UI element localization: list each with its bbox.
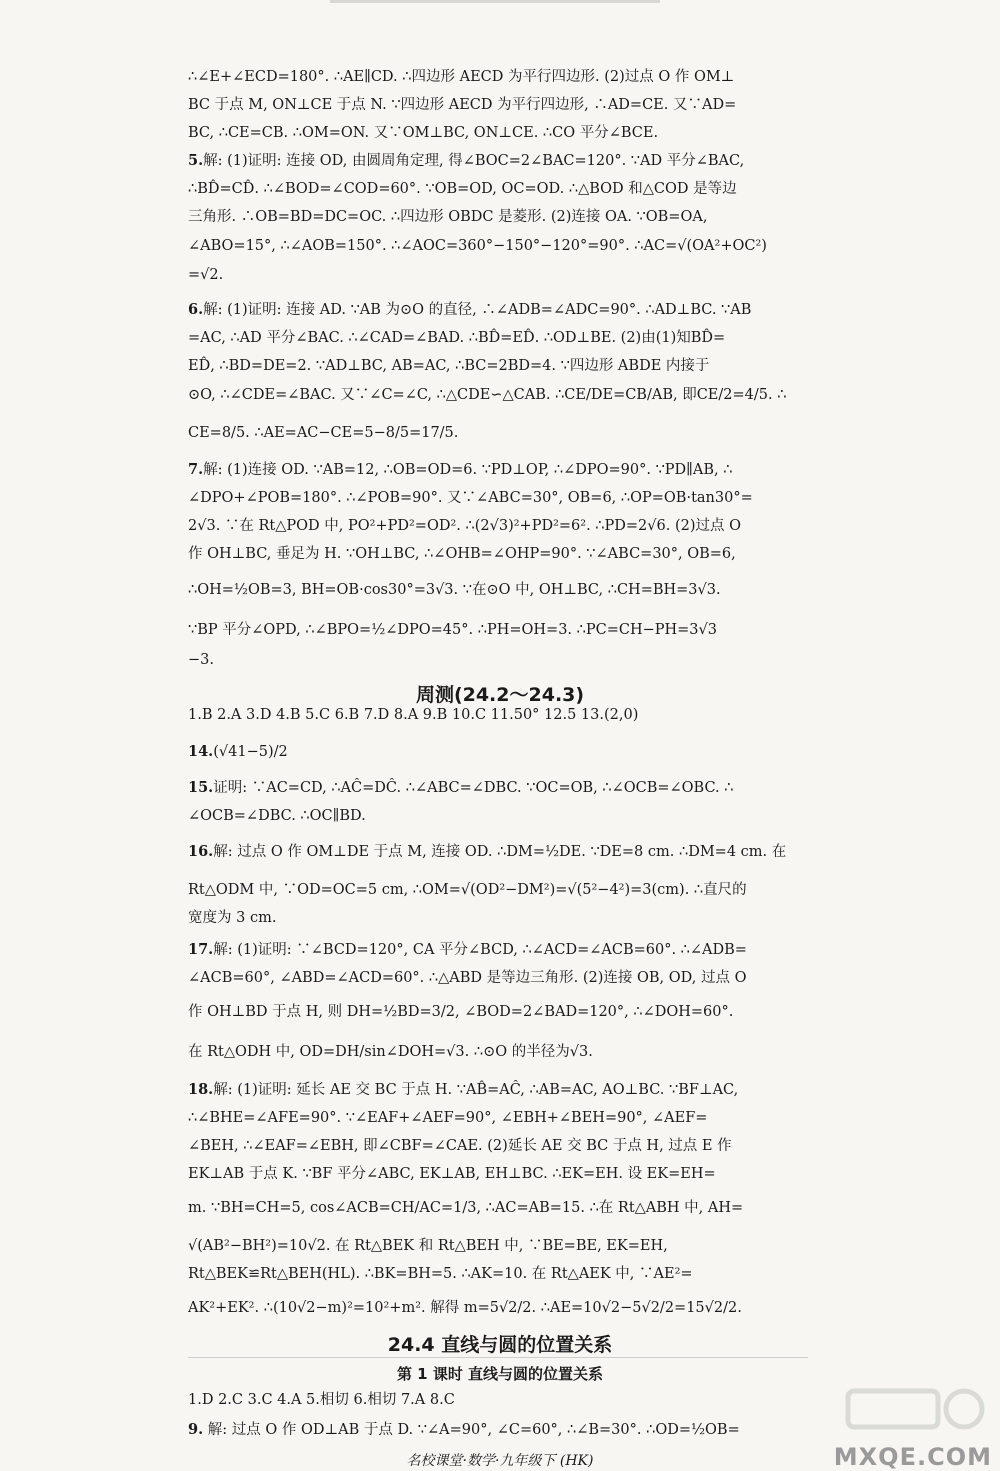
answer-line <box>188 806 808 826</box>
line-text: 宽度为 3 cm. <box>188 910 277 926</box>
answer-line <box>188 179 808 199</box>
line-text: =AC, ∴AD 平分∠BAC. ∴∠CAD=∠BAD. ∴BD̂=ED̂. ∴OD⊥BE. (2)由(1)知BD̂= <box>188 330 726 346</box>
line-text: ∠OCB=∠DBC. ∴OC∥BD. <box>188 808 366 824</box>
answer-line <box>188 236 808 256</box>
line-text: CE=8/5. ∴AE=AC−CE=5−8/5=17/5. <box>188 425 459 441</box>
line-text: 解: (1)连接 OD. ∵AB=12, ∴OB=OD=6. ∵PD⊥OP, ∴∠DPO=90°. ∵PD∥AB, ∴ <box>203 462 733 478</box>
lesson-heading: 第 1 课时 直线与圆的位置关系 <box>396 1365 604 1383</box>
line-text: ∵BP 平分∠OPD, ∴∠BPO=½∠DPO=45°. ∴PH=OH=3. ∴PC=CH−PH=3√3 <box>188 622 717 638</box>
weekly-test-heading: 周测(24.2～24.3) <box>415 684 585 706</box>
line-text: 证明: ∵AC=CD, ∴AĈ=DĈ. ∴∠ABC=∠DBC. ∵OC=OB, ∴∠OCB=∠OBC. ∴ <box>213 780 734 796</box>
item-number: 17. <box>188 941 214 958</box>
line-text: −3. <box>188 652 214 668</box>
line-text: 解: (1)证明: ∵∠BCD=120°, CA 平分∠BCD, ∴∠ACD=∠ACB=60°. ∴∠ADB= <box>213 942 747 958</box>
answer-line <box>188 842 808 862</box>
answer-line <box>188 67 808 87</box>
answer-line <box>188 1164 808 1184</box>
answer-line <box>188 968 808 988</box>
answer-line <box>188 207 808 227</box>
line-text: ∠ACB=60°, ∠ABD=∠ACD=60°. ∴△ABD 是等边三角形. (2)连接 OB, OD, 过点 O <box>188 970 747 986</box>
answer-line <box>188 423 808 443</box>
answer-line <box>188 778 808 798</box>
item-number: 7. <box>188 461 204 478</box>
item-number: 18. <box>188 1081 214 1098</box>
line-text: ∴∠E+∠ECD=180°. ∴AE∥CD. ∴四边形 AECD 为平行四边形. (2)过点 O 作 OM⊥ <box>188 69 735 85</box>
item-number: 14. <box>188 743 214 760</box>
line-text: 在 Rt△ODH 中, OD=DH/sin∠DOH=√3. ∴⊙O 的半径为√3. <box>188 1044 593 1060</box>
lesson-answers: 1.D 2.C 3.C 4.A 5.相切 6.相切 7.A 8.C <box>188 1392 455 1408</box>
answer-line <box>188 620 808 640</box>
answer-line <box>188 1080 808 1100</box>
line-text: 2√3. ∵在 Rt△POD 中, PO²+PD²=OD². ∴(2√3)²+PD²=6². ∴PD=2√6. (2)过点 O <box>188 518 741 534</box>
item-number: 9. <box>188 1421 204 1438</box>
line-text: ∠DPO+∠POB=180°. ∴∠POB=90°. 又∵∠ABC=30°, OB=6, ∴OP=OB·tan30°= <box>188 490 753 506</box>
answer-line <box>188 705 808 725</box>
line-text: 解: (1)证明: 延长 AE 交 BC 于点 H. ∵AB̂=AĈ, ∴AB=AC, AO⊥BC. ∵BF⊥AC, <box>213 1082 739 1098</box>
answer-line <box>188 908 808 928</box>
line-text: 解: (1)证明: 连接 AD. ∵AB 为⊙O 的直径, ∴∠ADB=∠ADC=90°. ∴AD⊥BC. ∵AB <box>203 302 752 318</box>
line-text: 作 OH⊥BD 于点 H, 则 DH=½BD=3/2, ∠BOD=2∠BAD=120°, ∴∠DOH=60°. <box>188 1004 734 1020</box>
line-text: ∴∠BHE=∠AFE=90°. ∵∠EAF+∠AEF=90°, ∠EBH+∠BEH=90°, ∠AEF= <box>188 1110 708 1126</box>
line-text: Rt△ODM 中, ∵OD=OC=5 cm, ∴OM=√(OD²−DM²)=√(5²−4²)=3(cm). ∴直尺的 <box>188 882 747 898</box>
item-text: 解: 过点 O 作 OD⊥AB 于点 D. ∵∠A=90°, ∠C=60°, ∴∠B=30°. ∴OD=½OB= <box>207 1422 740 1438</box>
item-number: 15. <box>188 779 214 796</box>
answer-line <box>188 328 808 348</box>
line-text: m. ∵BH=CH=5, cos∠ACB=CH/AC=1/3, ∴AC=AB=15. ∴在 Rt△ABH 中, AH= <box>188 1200 744 1216</box>
item-number: 5. <box>188 152 204 169</box>
line-text: ⊙O, ∴∠CDE=∠BAC. 又∵∠C=∠C, ∴△CDE∽△CAB. ∴CE/DE=CB/AB, 即CE/2=4/5. ∴ <box>188 387 787 403</box>
line-text: ∴OH=½OB=3, BH=OB·cos30°=3√3. ∵在⊙O 中, OH⊥BC, ∴CH=BH=3√3. <box>188 582 721 598</box>
line-text: AK²+EK². ∴(10√2−m)²=10²+m². 解得 m=5√2/2. ∴AE=10√2−5√2/2=15√2/2. <box>188 1300 742 1316</box>
answer-line <box>188 544 808 564</box>
answer-line <box>188 1042 808 1062</box>
answer-line <box>188 1002 808 1022</box>
answer-line <box>188 356 808 376</box>
answer-line <box>188 1236 808 1256</box>
footer: 名校课堂·数学·九年级下 (HK) <box>406 1453 594 1469</box>
section-heading: 24.4 直线与圆的位置关系 <box>387 1334 613 1356</box>
answer-line <box>188 1264 808 1284</box>
watermark-text: MXQE.COM <box>833 1443 992 1471</box>
answer-line <box>188 940 808 960</box>
answer-line <box>188 650 808 670</box>
item-number: 16. <box>188 843 214 860</box>
line-text: (√41−5)/2 <box>213 744 288 760</box>
answer-line <box>188 880 808 900</box>
answer-line <box>188 460 808 480</box>
item-number: 6. <box>188 301 204 318</box>
line-text: ∠BEH, ∴∠EAF=∠EBH, 即∠CBF=∠CAE. (2)延长 AE 交 BC 于点 H, 过点 E 作 <box>188 1138 732 1154</box>
answer-line <box>188 385 808 405</box>
answer-line <box>188 151 808 171</box>
answer-line <box>188 265 808 285</box>
answer-line <box>188 516 808 536</box>
answer-line <box>188 1298 808 1318</box>
top-rule <box>330 0 660 3</box>
line-text: =√2. <box>188 267 224 283</box>
answer-line <box>188 1108 808 1128</box>
answer-line <box>188 742 808 762</box>
section-rule <box>188 1357 808 1358</box>
line-text: BC, ∴CE=CB. ∴OM=ON. 又∵OM⊥BC, ON⊥CE. ∴CO 平分∠BCE. <box>188 125 659 141</box>
line-text: ∠ABO=15°, ∴∠AOB=150°. ∴∠AOC=360°−150°−120°=90°. ∴AC=√(OA²+OC²) <box>188 238 767 254</box>
answer-line <box>188 95 808 115</box>
answer-line <box>188 123 808 143</box>
line-text: ∴BD̂=CD̂. ∴∠BOD=∠COD=60°. ∵OB=OD, OC=OD. ∴△BOD 和△COD 是等边 <box>188 181 737 197</box>
item-9 <box>188 1420 808 1440</box>
answer-line <box>188 580 808 600</box>
answer-line <box>188 488 808 508</box>
line-text: 1.B 2.A 3.D 4.B 5.C 6.B 7.D 8.A 9.B 10.C 11.50° 12.5 13.(2,0) <box>188 707 639 723</box>
line-text: Rt△BEK≌Rt△BEH(HL). ∴BK=BH=5. ∴AK=10. 在 Rt△AEK 中, ∵AE²= <box>188 1266 693 1282</box>
line-text: 解: 过点 O 作 OM⊥DE 于点 M, 连接 OD. ∴DM=½DE. ∵DE=8 cm. ∴DM=4 cm. 在 <box>213 844 787 860</box>
line-text: 三角形. ∴OB=BD=DC=OC. ∴四边形 OBDC 是菱形. (2)连接 OA. ∵OB=OA, <box>188 209 708 225</box>
line-text: √(AB²−BH²)=10√2. 在 Rt△BEK 和 Rt△BEH 中, ∵BE=BE, EK=EH, <box>188 1238 668 1254</box>
line-text: BC 于点 M, ON⊥CE 于点 N. ∵四边形 AECD 为平行四边形, ∴AD=CE. 又∵AD= <box>188 97 737 113</box>
answer-line <box>188 1198 808 1218</box>
line-text: 解: (1)证明: 连接 OD, 由圆周角定理, 得∠BOC=2∠BAC=120°. ∵AD 平分∠BAC, <box>203 153 745 169</box>
line-text: EK⊥AB 于点 K. ∵BF 平分∠ABC, EK⊥AB, EH⊥BC. ∴EK=EH. 设 EK=EH= <box>188 1166 716 1182</box>
answer-line <box>188 1136 808 1156</box>
line-text: ED̂, ∴BD=DE=2. ∵AD⊥BC, AB=AC, ∴BC=2BD=4. ∵四边形 ABDE 内接于 <box>188 358 710 374</box>
line-text: 作 OH⊥BC, 垂足为 H. ∵OH⊥BC, ∴∠OHB=∠OHP=90°. ∵∠ABC=30°, OB=6, <box>188 546 736 562</box>
answer-line <box>188 300 808 320</box>
